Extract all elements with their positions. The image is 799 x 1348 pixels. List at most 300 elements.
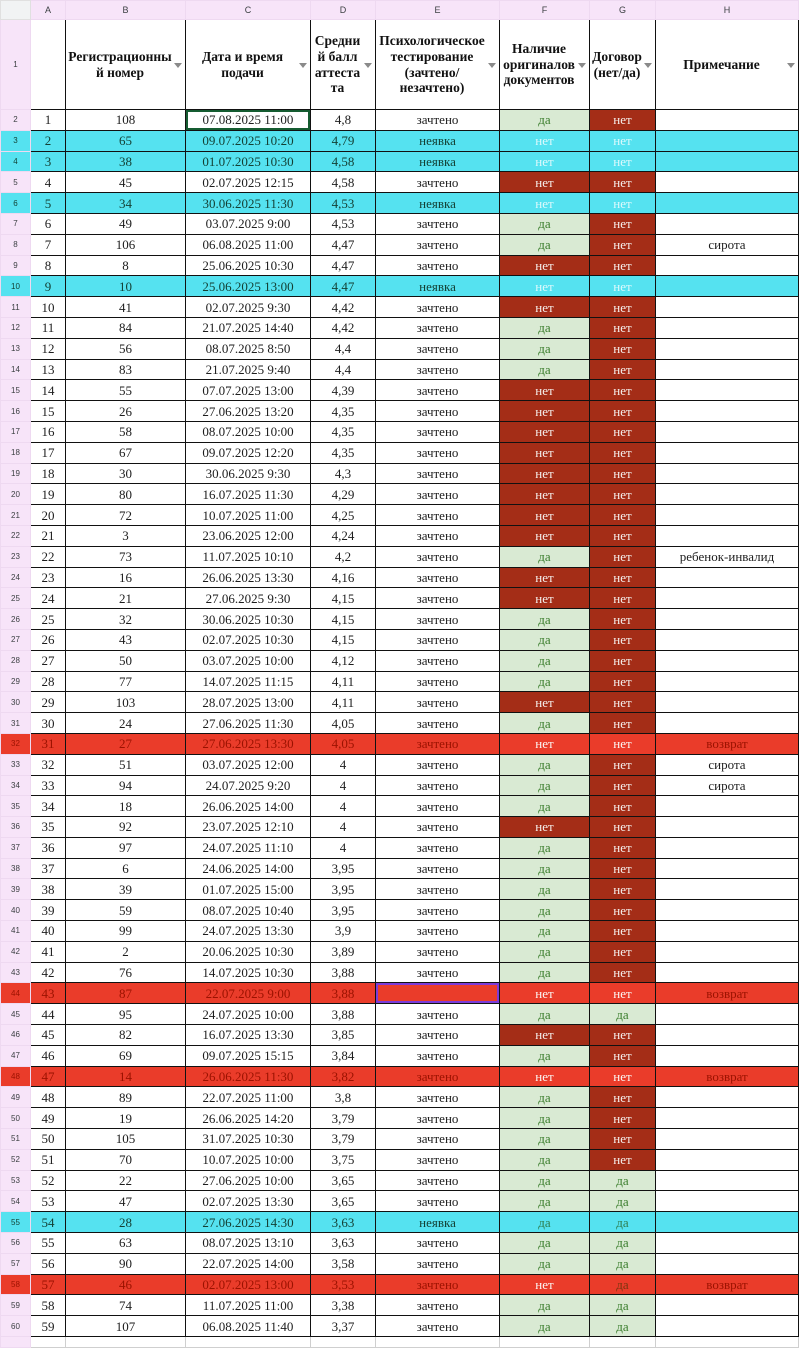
cell-contract[interactable]: нет	[590, 775, 656, 796]
cell-date[interactable]: 31.07.2025 10:30	[186, 1129, 311, 1150]
row-header[interactable]: 59	[1, 1295, 31, 1316]
row-header[interactable]: 55	[1, 1212, 31, 1233]
cell-reg-number[interactable]: 16	[66, 567, 186, 588]
cell-reg-number[interactable]: 70	[66, 1149, 186, 1170]
cell-note[interactable]: сирота	[656, 234, 799, 255]
cell-reg-number[interactable]: 6	[66, 858, 186, 879]
cell-note[interactable]	[656, 1108, 799, 1129]
cell-docs[interactable]: да	[500, 1149, 590, 1170]
cell-score[interactable]: 4,15	[311, 588, 376, 609]
cell-reg-number[interactable]: 82	[66, 1025, 186, 1046]
cell-test[interactable]: зачтено	[376, 1066, 500, 1087]
cell-reg-number[interactable]: 24	[66, 713, 186, 734]
cell-docs[interactable]: нет	[500, 484, 590, 505]
cell-docs[interactable]: нет	[500, 380, 590, 401]
cell-score[interactable]: 4,25	[311, 505, 376, 526]
empty-cell[interactable]	[31, 1337, 66, 1348]
cell-note[interactable]	[656, 713, 799, 734]
cell-reg-number[interactable]: 69	[66, 1045, 186, 1066]
cell-contract[interactable]: нет	[590, 817, 656, 838]
row-header[interactable]: 60	[1, 1316, 31, 1337]
cell-rank[interactable]: 35	[31, 817, 66, 838]
cell-rank[interactable]: 21	[31, 525, 66, 546]
cell-score[interactable]: 3,38	[311, 1295, 376, 1316]
cell-score[interactable]: 3,65	[311, 1170, 376, 1191]
cell-score[interactable]: 3,82	[311, 1066, 376, 1087]
cell-reg-header[interactable]	[66, 20, 186, 110]
cell-docs[interactable]: нет	[500, 733, 590, 754]
cell-note[interactable]	[656, 1253, 799, 1274]
cell-contract[interactable]: да	[590, 1295, 656, 1316]
cell-contract[interactable]: нет	[590, 1087, 656, 1108]
cell-rank[interactable]: 49	[31, 1108, 66, 1129]
cell-contract[interactable]: нет	[590, 1066, 656, 1087]
cell-contract[interactable]: нет	[590, 1108, 656, 1129]
cell-date[interactable]: 01.07.2025 10:30	[186, 151, 311, 172]
cell-contract[interactable]: да	[590, 1191, 656, 1212]
cell-contract[interactable]: нет	[590, 421, 656, 442]
cell-note[interactable]	[656, 692, 799, 713]
cell-rank[interactable]: 20	[31, 505, 66, 526]
cell-reg-number[interactable]: 21	[66, 588, 186, 609]
cell-test[interactable]: зачтено	[376, 837, 500, 858]
cell-rank[interactable]: 22	[31, 546, 66, 567]
cell-reg-number[interactable]: 49	[66, 213, 186, 234]
cell-docs[interactable]: да	[500, 234, 590, 255]
cell-docs[interactable]: да	[500, 1295, 590, 1316]
cell-reg-number[interactable]: 87	[66, 983, 186, 1004]
cell-reg-number[interactable]: 51	[66, 754, 186, 775]
cell-docs[interactable]: нет	[500, 1025, 590, 1046]
cell-score[interactable]: 4,4	[311, 338, 376, 359]
cell-docs[interactable]: да	[500, 1191, 590, 1212]
cell-docs[interactable]: да	[500, 1212, 590, 1233]
cell-note[interactable]	[656, 567, 799, 588]
cell-date[interactable]: 24.07.2025 11:10	[186, 837, 311, 858]
row-header[interactable]: 53	[1, 1170, 31, 1191]
row-header[interactable]: 58	[1, 1274, 31, 1295]
row-header[interactable]: 25	[1, 588, 31, 609]
cell-date[interactable]: 30.06.2025 9:30	[186, 463, 311, 484]
cell-date[interactable]: 20.06.2025 10:30	[186, 941, 311, 962]
cell-date[interactable]: 27.06.2025 11:30	[186, 713, 311, 734]
cell-note[interactable]: возврат	[656, 1274, 799, 1295]
cell-rank[interactable]: 52	[31, 1170, 66, 1191]
cell-date[interactable]: 22.07.2025 11:00	[186, 1087, 311, 1108]
empty-cell[interactable]	[500, 1337, 590, 1348]
row-header[interactable]: 54	[1, 1191, 31, 1212]
cell-date[interactable]: 02.07.2025 12:15	[186, 172, 311, 193]
cell-note[interactable]	[656, 817, 799, 838]
cell-reg-number[interactable]: 14	[66, 1066, 186, 1087]
row-header[interactable]: 13	[1, 338, 31, 359]
cell-date[interactable]: 24.07.2025 10:00	[186, 1004, 311, 1025]
empty-cell[interactable]	[186, 1337, 311, 1348]
cell-rank[interactable]: 15	[31, 401, 66, 422]
cell-rank[interactable]: 51	[31, 1149, 66, 1170]
cell-reg-number[interactable]: 103	[66, 692, 186, 713]
row-header[interactable]	[1, 1337, 31, 1348]
cell-date[interactable]: 09.07.2025 12:20	[186, 442, 311, 463]
cell-reg-number[interactable]: 39	[66, 879, 186, 900]
cell-contract[interactable]: да	[590, 1274, 656, 1295]
cell-docs[interactable]: да	[500, 359, 590, 380]
row-header[interactable]: 9	[1, 255, 31, 276]
cell-note[interactable]: возврат	[656, 1066, 799, 1087]
row-header[interactable]: 18	[1, 442, 31, 463]
cell-note[interactable]	[656, 1149, 799, 1170]
cell-test[interactable]: зачтено	[376, 879, 500, 900]
cell-rank[interactable]: 40	[31, 921, 66, 942]
cell-date[interactable]: 01.07.2025 15:00	[186, 879, 311, 900]
cell-reg-number[interactable]: 3	[66, 525, 186, 546]
row-header[interactable]: 33	[1, 754, 31, 775]
cell-rank[interactable]: 53	[31, 1191, 66, 1212]
row-header[interactable]: 6	[1, 193, 31, 214]
cell-score[interactable]: 3,88	[311, 983, 376, 1004]
row-header[interactable]: 2	[1, 110, 31, 131]
cell-docs[interactable]: нет	[500, 255, 590, 276]
cell-date[interactable]: 11.07.2025 10:10	[186, 546, 311, 567]
cell-rank[interactable]: 8	[31, 255, 66, 276]
cell-date[interactable]: 25.06.2025 13:00	[186, 276, 311, 297]
cell-docs[interactable]: нет	[500, 276, 590, 297]
cell-contract[interactable]: нет	[590, 713, 656, 734]
cell-rank[interactable]: 11	[31, 317, 66, 338]
cell-note[interactable]	[656, 1316, 799, 1337]
cell-reg-number[interactable]: 46	[66, 1274, 186, 1295]
cell-note[interactable]	[656, 837, 799, 858]
cell-reg-number[interactable]: 47	[66, 1191, 186, 1212]
cell-note[interactable]	[656, 151, 799, 172]
cell-score[interactable]: 3,88	[311, 1004, 376, 1025]
cell-rank[interactable]: 29	[31, 692, 66, 713]
column-header-H[interactable]: H	[656, 1, 799, 20]
cell-test[interactable]: зачтено	[376, 1129, 500, 1150]
filter-icon[interactable]	[787, 63, 795, 68]
cell-contract[interactable]: нет	[590, 297, 656, 318]
row-header[interactable]: 14	[1, 359, 31, 380]
cell-test[interactable]: зачтено	[376, 546, 500, 567]
cell-date[interactable]: 09.07.2025 10:20	[186, 130, 311, 151]
cell-test[interactable]: зачтено	[376, 380, 500, 401]
cell-docs[interactable]: да	[500, 1129, 590, 1150]
column-header-D[interactable]: D	[311, 1, 376, 20]
cell-rank[interactable]: 58	[31, 1295, 66, 1316]
cell-score[interactable]: 4	[311, 775, 376, 796]
cell-docs[interactable]: да	[500, 941, 590, 962]
cell-docs[interactable]: да	[500, 338, 590, 359]
cell-contract[interactable]: нет	[590, 567, 656, 588]
cell-score[interactable]: 4,3	[311, 463, 376, 484]
cell-docs[interactable]: нет	[500, 1274, 590, 1295]
cell-rank[interactable]: 30	[31, 713, 66, 734]
cell-reg-number[interactable]: 77	[66, 671, 186, 692]
cell-date[interactable]: 27.06.2025 13:20	[186, 401, 311, 422]
cell-date[interactable]: 26.06.2025 13:30	[186, 567, 311, 588]
cell-reg-number[interactable]: 99	[66, 921, 186, 942]
cell-note[interactable]	[656, 1025, 799, 1046]
cell-contract[interactable]: нет	[590, 234, 656, 255]
cell-score[interactable]: 3,58	[311, 1253, 376, 1274]
cell-date[interactable]: 23.06.2025 12:00	[186, 525, 311, 546]
column-header-G[interactable]: G	[590, 1, 656, 20]
cell-rank[interactable]: 50	[31, 1129, 66, 1150]
cell-reg-number[interactable]: 18	[66, 796, 186, 817]
cell-rank[interactable]: 33	[31, 775, 66, 796]
cell-contract[interactable]: нет	[590, 609, 656, 630]
cell-rank-header[interactable]	[31, 20, 66, 110]
cell-date[interactable]: 03.07.2025 9:00	[186, 213, 311, 234]
cell-note[interactable]	[656, 879, 799, 900]
cell-note[interactable]	[656, 401, 799, 422]
cell-reg-number[interactable]: 30	[66, 463, 186, 484]
cell-rank[interactable]: 37	[31, 858, 66, 879]
cell-note[interactable]	[656, 442, 799, 463]
row-header[interactable]: 57	[1, 1253, 31, 1274]
cell-test[interactable]: зачтено	[376, 234, 500, 255]
column-header-F[interactable]: F	[500, 1, 590, 20]
cell-docs[interactable]: да	[500, 1253, 590, 1274]
column-header-C[interactable]: C	[186, 1, 311, 20]
cell-contract[interactable]: нет	[590, 629, 656, 650]
cell-score[interactable]: 3,65	[311, 1191, 376, 1212]
cell-date[interactable]: 11.07.2025 11:00	[186, 1295, 311, 1316]
cell-docs[interactable]: да	[500, 317, 590, 338]
cell-date[interactable]: 14.07.2025 10:30	[186, 962, 311, 983]
cell-contract[interactable]: нет	[590, 879, 656, 900]
cell-rank[interactable]: 34	[31, 796, 66, 817]
cell-contract[interactable]: нет	[590, 484, 656, 505]
column-header-E[interactable]: E	[376, 1, 500, 20]
cell-date[interactable]: 25.06.2025 10:30	[186, 255, 311, 276]
cell-score[interactable]: 3,9	[311, 921, 376, 942]
cell-date[interactable]: 27.06.2025 14:30	[186, 1212, 311, 1233]
cell-contract[interactable]: нет	[590, 733, 656, 754]
cell-docs[interactable]: да	[500, 858, 590, 879]
cell-contract[interactable]: нет	[590, 1129, 656, 1150]
cell-contract[interactable]: нет	[590, 983, 656, 1004]
cell-test[interactable]: зачтено	[376, 692, 500, 713]
cell-test[interactable]: зачтено	[376, 713, 500, 734]
cell-score[interactable]: 4,35	[311, 421, 376, 442]
cell-test[interactable]: зачтено	[376, 733, 500, 754]
cell-score[interactable]: 3,79	[311, 1108, 376, 1129]
row-header[interactable]: 7	[1, 213, 31, 234]
cell-contract[interactable]: нет	[590, 754, 656, 775]
cell-score[interactable]: 3,75	[311, 1149, 376, 1170]
cell-contract[interactable]: нет	[590, 546, 656, 567]
cell-note[interactable]	[656, 1004, 799, 1025]
cell-score[interactable]: 4,42	[311, 297, 376, 318]
cell-reg-number[interactable]: 97	[66, 837, 186, 858]
cell-test[interactable]: зачтено	[376, 463, 500, 484]
cell-note[interactable]	[656, 213, 799, 234]
cell-docs[interactable]: да	[500, 1045, 590, 1066]
cell-reg-number[interactable]: 80	[66, 484, 186, 505]
column-header-A[interactable]: A	[31, 1, 66, 20]
cell-note[interactable]: сирота	[656, 775, 799, 796]
row-header[interactable]: 11	[1, 297, 31, 318]
cell-score[interactable]: 4,35	[311, 401, 376, 422]
cell-reg-number[interactable]: 76	[66, 962, 186, 983]
cell-contract[interactable]: нет	[590, 442, 656, 463]
cell-score[interactable]: 4,8	[311, 110, 376, 131]
cell-test[interactable]: зачтено	[376, 775, 500, 796]
filter-icon[interactable]	[488, 63, 496, 68]
cell-test[interactable]: зачтено	[376, 1253, 500, 1274]
cell-test[interactable]: зачтено	[376, 442, 500, 463]
cell-score[interactable]: 4,42	[311, 317, 376, 338]
cell-score[interactable]: 3,53	[311, 1274, 376, 1295]
cell-test[interactable]: зачтено	[376, 172, 500, 193]
cell-docs[interactable]: нет	[500, 567, 590, 588]
cell-rank[interactable]: 24	[31, 588, 66, 609]
cell-note[interactable]	[656, 1045, 799, 1066]
cell-score-header[interactable]	[311, 20, 376, 110]
cell-contract[interactable]: нет	[590, 962, 656, 983]
cell-rank[interactable]: 54	[31, 1212, 66, 1233]
cell-note[interactable]	[656, 609, 799, 630]
cell-test[interactable]: зачтено	[376, 629, 500, 650]
cell-reg-number[interactable]: 27	[66, 733, 186, 754]
cell-test[interactable]: зачтено	[376, 1295, 500, 1316]
cell-date[interactable]: 02.07.2025 13:30	[186, 1191, 311, 1212]
cell-rank[interactable]: 27	[31, 650, 66, 671]
cell-docs[interactable]: нет	[500, 525, 590, 546]
cell-date[interactable]: 22.07.2025 14:00	[186, 1253, 311, 1274]
cell-date[interactable]: 07.08.2025 11:00	[186, 110, 311, 131]
row-header[interactable]: 8	[1, 234, 31, 255]
cell-rank[interactable]: 26	[31, 629, 66, 650]
cell-note[interactable]	[656, 1087, 799, 1108]
cell-date[interactable]: 24.06.2025 14:00	[186, 858, 311, 879]
cell-rank[interactable]: 56	[31, 1253, 66, 1274]
cell-date[interactable]: 06.08.2025 11:40	[186, 1316, 311, 1337]
cell-score[interactable]: 3,79	[311, 1129, 376, 1150]
cell-date[interactable]: 27.06.2025 9:30	[186, 588, 311, 609]
empty-cell[interactable]	[656, 1337, 799, 1348]
row-header[interactable]: 41	[1, 921, 31, 942]
cell-docs[interactable]: да	[500, 900, 590, 921]
cell-contract[interactable]: нет	[590, 921, 656, 942]
cell-score[interactable]: 4	[311, 754, 376, 775]
cell-note[interactable]	[656, 858, 799, 879]
cell-rank[interactable]: 2	[31, 130, 66, 151]
cell-reg-number[interactable]: 58	[66, 421, 186, 442]
cell-score[interactable]: 4,58	[311, 172, 376, 193]
cell-test[interactable]: зачтено	[376, 858, 500, 879]
cell-docs-header[interactable]	[500, 20, 590, 110]
row-header[interactable]: 5	[1, 172, 31, 193]
cell-reg-number[interactable]: 73	[66, 546, 186, 567]
row-header[interactable]: 52	[1, 1149, 31, 1170]
sheet-corner[interactable]	[1, 1, 31, 20]
row-header[interactable]: 56	[1, 1233, 31, 1254]
cell-docs[interactable]: да	[500, 546, 590, 567]
filter-icon[interactable]	[578, 63, 586, 68]
row-header[interactable]: 36	[1, 817, 31, 838]
cell-date[interactable]: 10.07.2025 11:00	[186, 505, 311, 526]
cell-rank[interactable]: 14	[31, 380, 66, 401]
cell-reg-number[interactable]: 41	[66, 297, 186, 318]
cell-docs[interactable]: нет	[500, 193, 590, 214]
cell-note[interactable]: возврат	[656, 983, 799, 1004]
cell-note[interactable]: сирота	[656, 754, 799, 775]
cell-contract[interactable]: да	[590, 1170, 656, 1191]
cell-note[interactable]	[656, 317, 799, 338]
cell-rank[interactable]: 47	[31, 1066, 66, 1087]
cell-reg-number[interactable]: 94	[66, 775, 186, 796]
cell-contract[interactable]: нет	[590, 401, 656, 422]
cell-note[interactable]	[656, 505, 799, 526]
cell-date[interactable]: 02.07.2025 9:30	[186, 297, 311, 318]
cell-reg-number[interactable]: 106	[66, 234, 186, 255]
filter-icon[interactable]	[364, 63, 372, 68]
cell-score[interactable]: 4,35	[311, 442, 376, 463]
cell-contract[interactable]: нет	[590, 588, 656, 609]
cell-reg-number[interactable]: 89	[66, 1087, 186, 1108]
cell-test[interactable]: зачтено	[376, 962, 500, 983]
cell-docs[interactable]: нет	[500, 463, 590, 484]
cell-contract[interactable]: да	[590, 1212, 656, 1233]
cell-reg-number[interactable]: 2	[66, 941, 186, 962]
cell-test[interactable]: зачтено	[376, 421, 500, 442]
cell-test[interactable]: неявка	[376, 193, 500, 214]
row-header[interactable]: 38	[1, 858, 31, 879]
cell-score[interactable]: 3,88	[311, 962, 376, 983]
cell-reg-number[interactable]: 90	[66, 1253, 186, 1274]
cell-contract-header[interactable]	[590, 20, 656, 110]
cell-docs[interactable]: да	[500, 671, 590, 692]
cell-docs[interactable]: нет	[500, 588, 590, 609]
cell-test[interactable]: зачтено	[376, 484, 500, 505]
cell-score[interactable]: 4,05	[311, 733, 376, 754]
cell-date[interactable]: 07.07.2025 13:00	[186, 380, 311, 401]
cell-note[interactable]	[656, 962, 799, 983]
cell-test[interactable]: зачтено	[376, 671, 500, 692]
cell-date[interactable]: 02.07.2025 13:00	[186, 1274, 311, 1295]
cell-score[interactable]: 3,63	[311, 1212, 376, 1233]
cell-score[interactable]: 4	[311, 796, 376, 817]
cell-test[interactable]: зачтено	[376, 1191, 500, 1212]
cell-test-header[interactable]	[376, 20, 500, 110]
cell-contract[interactable]: нет	[590, 380, 656, 401]
cell-contract[interactable]: нет	[590, 900, 656, 921]
cell-rank[interactable]: 42	[31, 962, 66, 983]
cell-contract[interactable]: нет	[590, 255, 656, 276]
row-header[interactable]: 50	[1, 1108, 31, 1129]
cell-rank[interactable]: 19	[31, 484, 66, 505]
cell-date[interactable]: 14.07.2025 11:15	[186, 671, 311, 692]
cell-test[interactable]: зачтено	[376, 525, 500, 546]
cell-rank[interactable]: 28	[31, 671, 66, 692]
cell-docs[interactable]: да	[500, 650, 590, 671]
cell-rank[interactable]: 23	[31, 567, 66, 588]
cell-date[interactable]: 22.07.2025 9:00	[186, 983, 311, 1004]
cell-date-header[interactable]	[186, 20, 311, 110]
cell-note[interactable]	[656, 650, 799, 671]
row-header[interactable]: 27	[1, 629, 31, 650]
row-header[interactable]: 16	[1, 401, 31, 422]
cell-test[interactable]: зачтено	[376, 255, 500, 276]
cell-contract[interactable]: нет	[590, 193, 656, 214]
cell-contract[interactable]: нет	[590, 650, 656, 671]
cell-note[interactable]	[656, 193, 799, 214]
row-header[interactable]: 12	[1, 317, 31, 338]
cell-rank[interactable]: 25	[31, 609, 66, 630]
cell-contract[interactable]: нет	[590, 213, 656, 234]
